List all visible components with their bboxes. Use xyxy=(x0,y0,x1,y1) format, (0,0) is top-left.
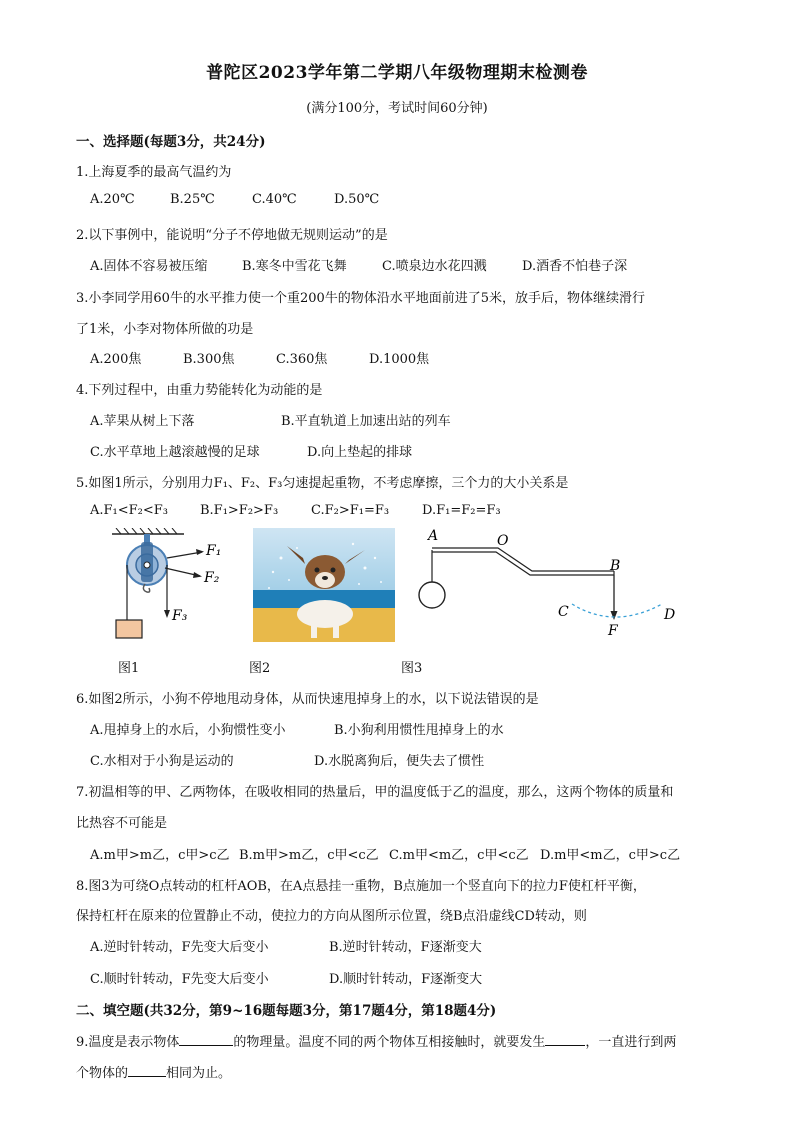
q1-option-b: B.25℃ xyxy=(170,192,215,207)
q6-option-c: C.水相对于小狗是运动的 xyxy=(90,754,234,769)
page-title: 普陀区2023学年第二学期八年级物理期末检测卷 xyxy=(206,63,588,83)
question-1-stem: 1.上海夏季的最高气温约为 xyxy=(76,165,232,180)
figure-1-caption: 图1 xyxy=(118,661,140,676)
q3-option-b: B.300焦 xyxy=(183,352,235,367)
exam-subtitle: (满分100分，考试时间60分钟) xyxy=(306,101,488,116)
question-6-stem: 6.如图2所示，小狗不停地甩动身体，从而快速甩掉身上的水，以下说法错误的是 xyxy=(76,692,539,707)
q2-option-c: C.喷泉边水花四溅 xyxy=(382,259,487,274)
figure-3-lever-diagram xyxy=(412,528,688,640)
section-heading-choice: 一、选择题(每题3分，共24分) xyxy=(76,134,266,150)
dog-body xyxy=(297,600,353,628)
q9-text-part1: 9.温度是表示物体 xyxy=(76,1035,180,1050)
q4-option-a: A.苹果从树上下落 xyxy=(90,414,195,429)
label-force-f: F xyxy=(608,623,618,639)
q4-option-b: B.平直轨道上加速出站的列车 xyxy=(281,414,451,429)
question-2-stem: 2.以下事例中，能说明“分子不停地做无规则运动”的是 xyxy=(76,228,388,243)
figure-3-caption: 图3 xyxy=(401,661,423,676)
label-f1: F₁ xyxy=(206,543,222,559)
section-heading-fill: 二、填空题(共32分，第9~16题每题3分，第17题4分，第18题4分) xyxy=(76,1003,497,1019)
figure-2-dog-photo xyxy=(253,528,395,642)
question-3-stem-line2: 了1米，小李对物体所做的功是 xyxy=(76,322,254,337)
lever-aob xyxy=(432,548,614,575)
ceiling-hatch xyxy=(112,528,184,534)
q3-option-d: D.1000焦 xyxy=(369,352,430,367)
question-8-stem-line2: 保持杠杆在原来的位置静止不动，使拉力的方向从图所示位置，绕B点沿虚线CD转动，则 xyxy=(76,909,587,924)
arc-cd xyxy=(572,604,662,617)
question-8-stem-line1: 8.图3为可绕O点转动的杠杆AOB，在A点悬挂一重物，B点施加一个竖直向下的拉力F使杠杆平衡， xyxy=(76,879,646,894)
q7-option-c: C.m甲<m乙，c甲<c乙 xyxy=(389,848,529,863)
q6-option-d: D.水脱离狗后，便失去了惯性 xyxy=(314,754,485,769)
weight-block xyxy=(116,620,142,638)
question-3-stem-line1: 3.小李同学用60牛的水平推力使一个重200牛的物体沿水平地面前进了5米，放手后，物体继续滑行 xyxy=(76,291,646,306)
question-9-line2 xyxy=(76,1062,231,1081)
q7-option-a: A.m甲>m乙，c甲>c乙 xyxy=(90,848,230,863)
q8-option-c: C.顺时针转动，F先变大后变小 xyxy=(90,972,269,987)
label-f2: F₂ xyxy=(204,570,220,586)
q4-option-c: C.水平草地上越滚越慢的足球 xyxy=(90,445,260,460)
label-point-b: B xyxy=(610,558,621,574)
q8-option-d: D.顺时针转动，F逐渐变大 xyxy=(329,972,483,987)
q1-option-c: C.40℃ xyxy=(252,192,297,207)
question-5-stem: 5.如图1所示，分别用力F₁、F₂、F₃匀速提起重物，不考虑摩擦，三个力的大小关系是 xyxy=(76,476,569,491)
q2-option-d: D.酒香不怕巷子深 xyxy=(522,259,628,274)
label-point-a: A xyxy=(428,528,439,544)
q9-blank-2[interactable] xyxy=(545,1033,585,1046)
q8-option-b: B.逆时针转动，F逐渐变大 xyxy=(329,940,482,955)
q2-option-a: A.固体不容易被压缩 xyxy=(90,259,208,274)
q5-option-b: B.F₁>F₂>F₃ xyxy=(200,503,279,518)
q6-option-a: A.甩掉身上的水后，小狗惯性变小 xyxy=(90,723,286,738)
figure-2-caption: 图2 xyxy=(249,661,271,676)
q9-text-part5: 相同为止。 xyxy=(166,1066,232,1081)
q2-option-b: B.寒冬中雪花飞舞 xyxy=(242,259,347,274)
q5-option-c: C.F₂>F₁=F₃ xyxy=(311,503,390,518)
label-point-o: O xyxy=(497,533,509,549)
label-point-c: C xyxy=(558,604,569,620)
q9-text-part4: 个物体的 xyxy=(76,1066,129,1081)
question-9-line1 xyxy=(76,1031,676,1050)
q7-option-b: B.m甲>m乙，c甲<c乙 xyxy=(239,848,379,863)
q1-option-a: A.20℃ xyxy=(90,192,135,207)
label-point-d: D xyxy=(664,607,676,623)
question-7-stem-line2: 比热容不可能是 xyxy=(76,816,168,831)
figure-1-pulley-diagram xyxy=(108,528,228,644)
q9-text-part2: 的物理量。温度不同的两个物体互相接触时，就要发生 xyxy=(233,1035,546,1050)
q7-option-d: D.m甲<m乙，c甲>c乙 xyxy=(540,848,681,863)
q3-option-c: C.360焦 xyxy=(276,352,328,367)
q3-option-a: A.200焦 xyxy=(90,352,142,367)
q8-option-a: A.逆时针转动，F先变大后变小 xyxy=(90,940,269,955)
q5-option-a: A.F₁<F₂<F₃ xyxy=(90,503,168,518)
q4-option-d: D.向上垫起的排球 xyxy=(307,445,413,460)
q5-option-d: D.F₁=F₂=F₃ xyxy=(422,503,501,518)
question-7-stem-line1: 7.初温相等的甲、乙两物体，在吸收相同的热量后，甲的温度低于乙的温度，那么，这两个物体的质量和 xyxy=(76,785,674,800)
q9-blank-1[interactable] xyxy=(179,1033,233,1046)
q9-blank-3[interactable] xyxy=(128,1064,166,1077)
q6-option-b: B.小狗利用惯性甩掉身上的水 xyxy=(334,723,504,738)
question-4-stem: 4.下列过程中，由重力势能转化为动能的是 xyxy=(76,383,323,398)
hanging-weight xyxy=(419,582,445,608)
q1-option-d: D.50℃ xyxy=(334,192,380,207)
q9-text-part3: ，一直进行到两 xyxy=(585,1035,677,1050)
label-f3: F₃ xyxy=(172,608,188,624)
